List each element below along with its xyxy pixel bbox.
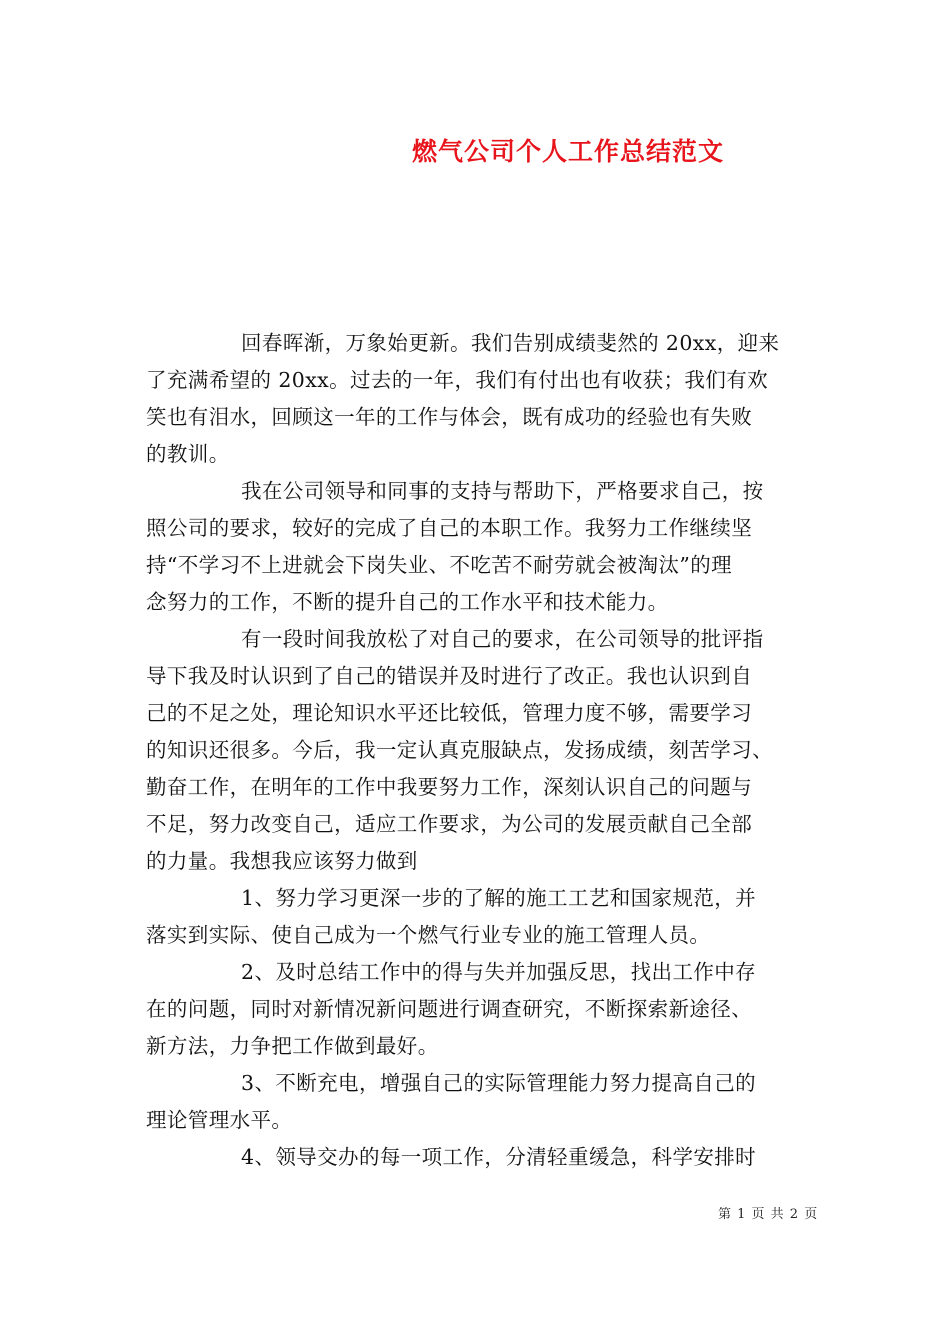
text-line: 在的问题，同时对新情况新问题进行调查研究，不断探索新途径、 <box>146 997 753 1021</box>
paragraph <box>146 473 811 621</box>
text-line: 1、努力学习更深一步的了解的施工工艺和国家规范，并 <box>241 886 757 910</box>
text-line: 落实到实际、使自己成为一个燃气行业专业的施工管理人员。 <box>146 923 711 947</box>
text-line: 3、不断充电，增强自己的实际管理能力努力提高自己的 <box>241 1071 757 1095</box>
text-line: 4、领导交办的每一项工作，分清轻重缓急，科学安排时 <box>241 1145 757 1169</box>
text-line: 的知识还很多。今后，我一定认真克服缺点，发扬成绩，刻苦学习、 <box>146 738 773 762</box>
paragraph <box>146 621 811 880</box>
text-line: 不足，努力改变自己，适应工作要求，为公司的发展贡献自己全部 <box>146 812 753 836</box>
paragraph <box>146 325 811 473</box>
list-item <box>146 1139 811 1176</box>
text-line: 己的不足之处，理论知识水平还比较低，管理力度不够，需要学习 <box>146 701 753 725</box>
text-line: 了充满希望的 20xx。过去的一年，我们有付出也有收获；我们有欢 <box>146 368 769 392</box>
list-item <box>146 880 811 954</box>
text-line: 持“不学习不上进就会下岗失业、不吃苦不耐劳就会被淘汰”的理 <box>146 553 733 577</box>
text-line: 照公司的要求，较好的完成了自己的本职工作。我努力工作继续坚 <box>146 516 753 540</box>
text-line: 回春晖渐，万象始更新。我们告别成绩斐然的 20xx，迎来 <box>241 331 780 355</box>
text-line: 勤奋工作，在明年的工作中我要努力工作，深刻认识自己的问题与 <box>146 775 753 799</box>
text-line: 的教训。 <box>146 442 230 466</box>
text-line: 笑也有泪水，回顾这一年的工作与体会，既有成功的经验也有失败 <box>146 405 753 429</box>
document-body <box>146 325 811 1176</box>
title-text: 燃气公司个人工作总结范文 <box>412 137 725 166</box>
document-title <box>0 132 950 168</box>
text-line: 的力量。我想我应该努力做到 <box>146 849 418 873</box>
text-line: 导下我及时认识到了自己的错误并及时进行了改正。我也认识到自 <box>146 664 753 688</box>
text-line: 有一段时间我放松了对自己的要求，在公司领导的批评指 <box>241 627 764 651</box>
text-line: 新方法，力争把工作做到最好。 <box>146 1034 439 1058</box>
list-item <box>146 954 811 1065</box>
text-line: 2、及时总结工作中的得与失并加强反思，找出工作中存 <box>241 960 757 984</box>
text-line: 理论管理水平。 <box>146 1108 293 1132</box>
list-item <box>146 1065 811 1139</box>
text-line: 念努力的工作，不断的提升自己的工作水平和技术能力。 <box>146 590 669 614</box>
page-number-footer: 第 1 页 共 2 页 <box>718 1207 819 1222</box>
text-line: 我在公司领导和同事的支持与帮助下，严格要求自己，按 <box>241 479 764 503</box>
